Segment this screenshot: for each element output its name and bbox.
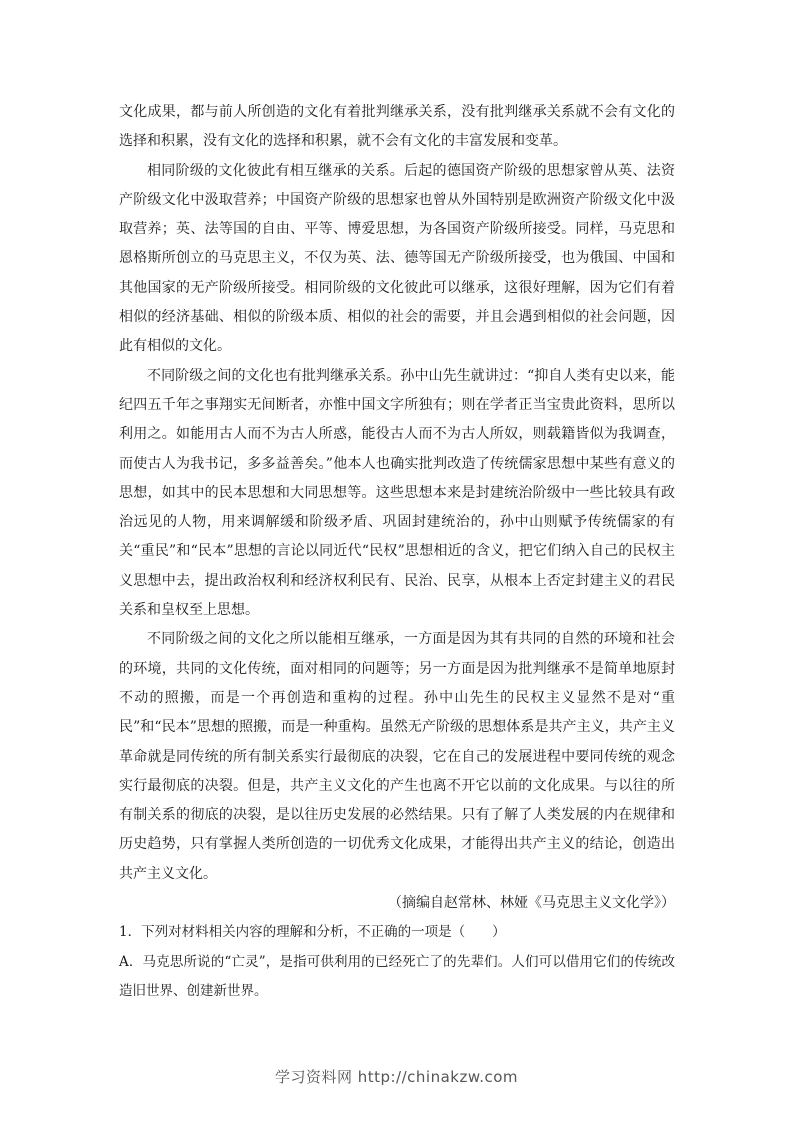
paragraph-same-class-inheritance: 相同阶级的文化彼此有相互继承的关系。后起的德国资产阶级的思想家曾从英、法资产阶级文化中汲取营养；中国资产阶级的思想家也曾从外国特别是欧洲资产阶级文化中汲取营养；英、法等国的自由、平等、博爱思想，为各国资产阶级所接受。同样，马克思和恩格斯所创立的马克思主义，不仅为英、法、德等国无产阶级所接受，也为俄国、中国和其他国家的无产阶级所接受。相同阶级的文化彼此可以继承，这很好理解，因为它们有着相似的经济基础、相似的阶级本质、相似的社会的需要，并且会遇到相似的社会问题，因此有相似的文化。 <box>119 162 675 355</box>
paragraph-reasons-inheritance: 不同阶级之间的文化之所以能相互继承，一方面是因为其有共同的自然的环境和社会的环境，共同的文化传统，面对相同的问题等；另一方面是因为批判继承不是简单地原封不动的照搬，而是一个再创造和重构的过程。孙中山先生的民权主义显然不是对“重民”和“民本”思想的照搬，而是一种重构。虽然无产阶级的思想体系是共产主义，共产主义革命就是同传统的所有制关系实行最彻底的决裂，它在自己的发展进程中要同传统的观念实行最彻底的决裂。但是，共产主义文化的产生也离不开它以前的文化成果。与以往的所有制关系的彻底的决裂，是以往历史发展的必然结果。只有了解了人类发展的内在规律和历史趋势，只有掌握人类所创造的一切优秀文化成果，才能得出共产主义的结论，创造出共产主义文化。 <box>119 631 675 882</box>
option-a: A．马克思所说的“亡灵”，是指可供利用的已经死亡了的先辈们。人们可以借用它们的传统改造旧世界、创建新世界。 <box>119 953 675 999</box>
paragraph-continuation: 文化成果，都与前人所创造的文化有着批判继承关系，没有批判继承关系就不会有文化的选择和积累，没有文化的选择和积累，就不会有文化的丰富发展和变革。 <box>119 104 675 150</box>
question-1: 1．下列对材料相关内容的理解和分析，不正确的一项是（ ） <box>119 924 506 941</box>
source-citation: （摘编自赵常林、林娅《马克思主义文化学》） <box>388 895 675 912</box>
document-body <box>119 98 675 1006</box>
page-footer-watermark: 学习资料网 http://chinakzw.com <box>274 1068 519 1086</box>
paragraph-different-class-inheritance: 不同阶级之间的文化也有批判继承关系。孙中山先生就讲过：“抑自人类有史以来，能纪四五千年之事翔实无间断者，亦惟中国文字所独有；则在学者正当宝贵此资料，思所以利用之。如能用古人而不为古人所惑，能役古人而不为古人所奴，则载籍皆似为我调查，而使古人为我书记，多多益善矣。”他本人也确实批判改造了传统儒家思想中某些有意义的思想，如其中的民本思想和大同思想等。这些思想本来是封建统治阶级中一些比较具有政治远见的人物，用来调解缓和阶级矛盾、巩固封建统治的，孙中山则赋予传统儒家的有关“重民”和“民本”思想的言论以同近代“民权”思想相近的含义，把它们纳入自己的民权主义思想中去，提出政治权利和经济权利民有、民治、民享，从根本上否定封建主义的君民关系和皇权至上思想。 <box>119 367 675 619</box>
